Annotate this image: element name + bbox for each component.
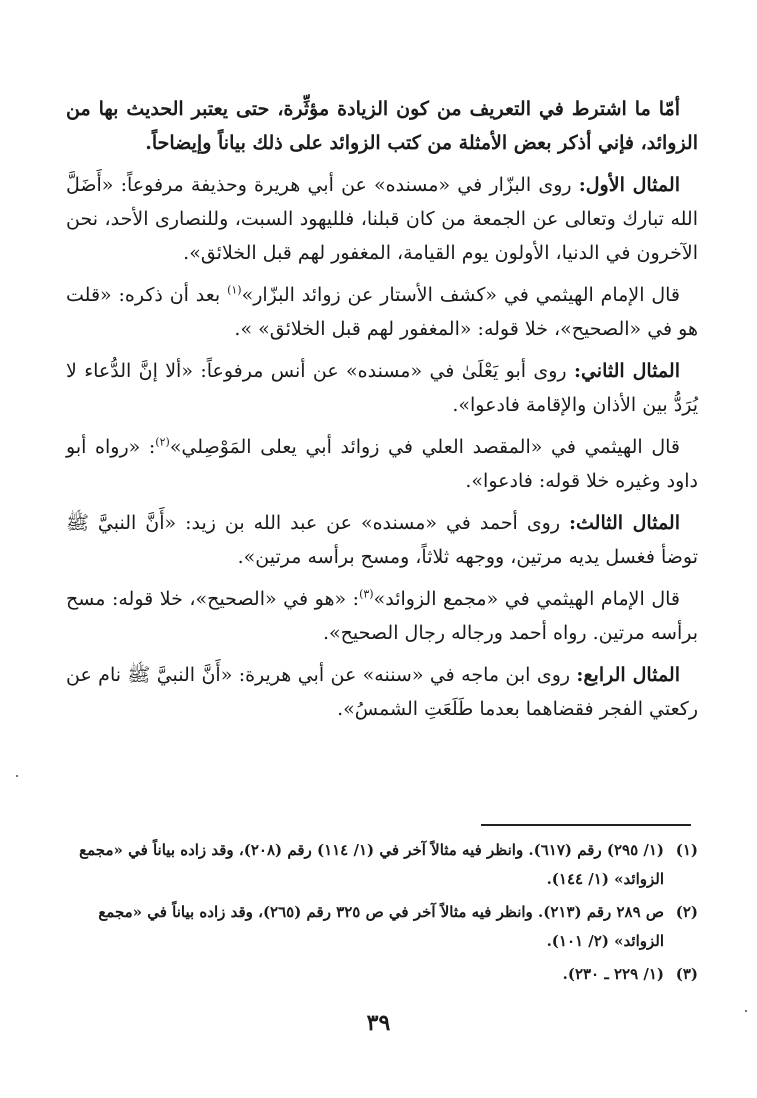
- example-3-comment-before: قال الإمام الهيثمي في «مجمع الزوائد»: [373, 588, 680, 610]
- example-1-comment: [66, 278, 698, 346]
- example-1-comment-before: قال الإمام الهيثمي في «كشف الأستار عن زوائد البزّار»: [241, 284, 680, 306]
- example-4-heading: المثال الرابع:: [576, 664, 680, 686]
- footnote-ref-2: (٢): [155, 435, 170, 449]
- intro-paragraph: [66, 92, 698, 160]
- footnote-2-text: ص ٢٨٩ رقم (٢١٣). وانظر فيه مثالاً آخر في ص ٣٢٥ رقم (٢٦٥)، وقد زاده بياناً في «مجمع الزوائد» (٢/ ١٠١).: [98, 903, 664, 950]
- example-4-text: روى ابن ماجه في «سننه» عن أبي هريرة: «أَنَّ النبيَّ ﷺ نام عن ركعتي الفجر فقضاهما بعدما طَلَعَتِ الشمسُ».: [66, 664, 698, 720]
- example-2-heading: المثال الثاني:: [573, 360, 680, 382]
- footnote-1-number: (١): [675, 841, 698, 859]
- footnote-2: [66, 898, 698, 956]
- example-3-text: روى أحمد في «مسنده» عن عبد الله بن زيد: «أَنَّ النبيَّ ﷺ توضأ فغسل يديه مرتين، ووجهه ثلاثاً، ومسح برأسه مرتين».: [66, 512, 698, 568]
- example-4-paragraph: [66, 658, 698, 726]
- example-1-heading: المثال الأول:: [578, 174, 680, 196]
- main-text: [66, 92, 698, 734]
- footnote-ref-3: (٣): [359, 587, 374, 601]
- example-3-heading: المثال الثالث:: [569, 512, 680, 534]
- scan-speck: [16, 775, 18, 777]
- footnote-3-text: (١/ ٢٢٩ ـ ٢٣٠).: [562, 965, 664, 983]
- example-3-comment-after: : «هو في «الصحيح»، خلا قوله: مسح برأسه مرتين. رواه أحمد ورجاله رجال الصحيح».: [66, 588, 698, 644]
- footnotes: [66, 836, 698, 993]
- footnote-3: [66, 960, 698, 989]
- example-1-comment-after: بعد أن ذكره: «قلت هو في «الصحيح»، خلا قوله: «المغفور لهم قبل الخلائق» ».: [66, 284, 698, 340]
- example-3-comment: [66, 582, 698, 650]
- footnote-ref-1: (١): [227, 283, 242, 297]
- example-2-comment-after: : «رواه أبو داود وغيره خلا قوله: فادعوا».: [66, 436, 698, 492]
- example-3-paragraph: [66, 506, 698, 574]
- intro-text: أمّا ما اشترط في التعريف من كون الزيادة مؤثِّرة، حتى يعتبر الحديث بها من الزوائد، فإني أذكر بعض الأمثلة من كتب الزوائد على ذلك بياناً وإيضاحاً.: [66, 98, 698, 154]
- example-2-paragraph: [66, 354, 698, 422]
- page-number: ٣٩: [366, 1010, 391, 1036]
- example-1-text: روى البزّار في «مسنده» عن أبي هريرة وحذيفة مرفوعاً: «أَضَلَّ الله تبارك وتعالى عن الجمعة من كان قبلنا، فلليهود السبت، وللنصارى الأحد، نحن الآخرون في الدنيا، الأولون يوم القيامة، المغفور لهم قبل الخلائق».: [66, 174, 698, 264]
- example-2-text: روى أبو يَعْلَىٰ في «مسنده» عن أنس مرفوعاً: «ألا إنَّ الدُّعاء لا يُرَدُّ بين الأذان والإقامة فادعوا».: [66, 360, 698, 416]
- footnote-1-text: (١/ ٢٩٥) رقم (٦١٧). وانظر فيه مثالاً آخر في (١/ ١١٤) رقم (٢٠٨)، وقد زاده بياناً في «مجمع الزوائد» (١/ ١٤٤).: [79, 841, 664, 888]
- footnote-3-number: (٣): [675, 965, 698, 983]
- example-2-comment-before: قال الهيثمي في «المقصد العلي في زوائد أبي يعلى المَوْصِلي»: [169, 436, 680, 458]
- footnote-1: [66, 836, 698, 894]
- example-1-paragraph: [66, 168, 698, 270]
- scan-speck: [745, 1010, 747, 1012]
- footnote-2-number: (٢): [675, 903, 698, 921]
- footnote-separator: [481, 824, 691, 826]
- example-2-comment: [66, 430, 698, 498]
